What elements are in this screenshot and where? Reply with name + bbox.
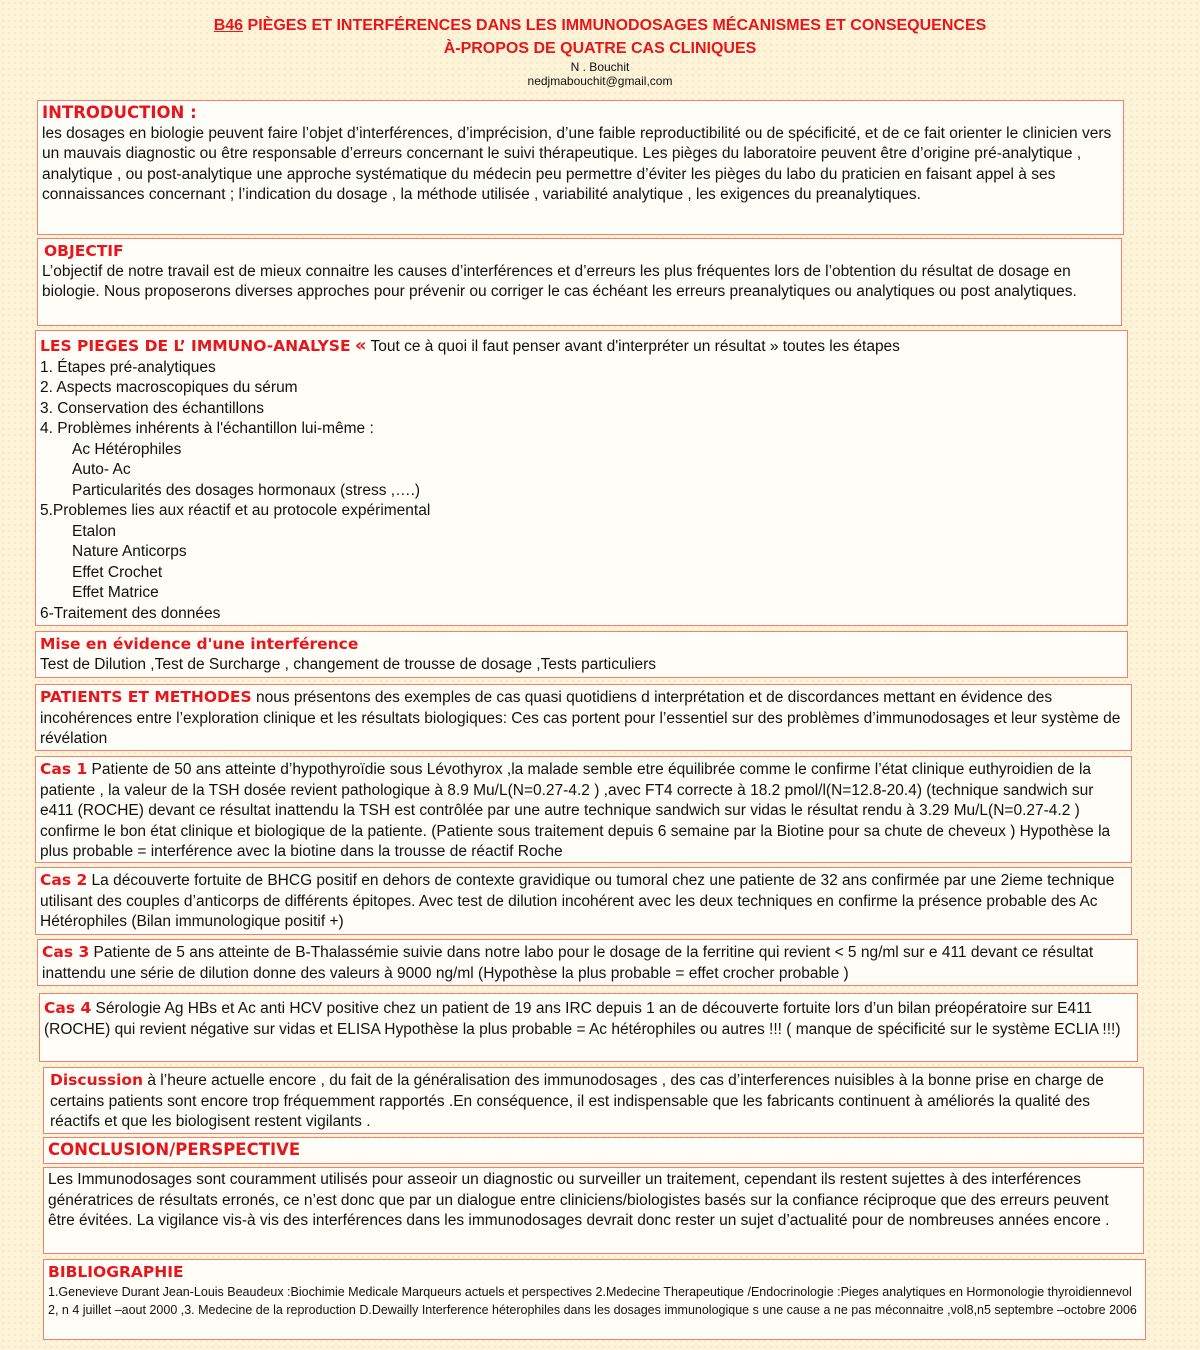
cas2-heading: Cas 2 bbox=[40, 871, 88, 889]
objectif-text: L’objectif de notre travail est de mieux connaitre les causes d’interférences et d’erreurs les plus fréquentes lors de l’obtention du résultat de dosage en biologie. Nous proposerons diverses approches pour prévenir ou corriger le cas échéant les erreurs preanalytiques ou analytiques ou post analytiques. bbox=[42, 262, 1077, 300]
conclusion-section bbox=[43, 1167, 1144, 1254]
cas1-heading: Cas 1 bbox=[40, 760, 88, 778]
cas1-text: Patiente de 50 ans atteinte d’hypothyroïdie sous Lévothyrox ,la malade semble etre équilibrée comme le confirme l’état clinique euthyroidien de la patiente , la valeur de la TSH dosée revient pathologique à 8.9 Mu/L(N=0.27-4.2 ) ,avec FT4 correcte à 18.2 pmol/l(N=12.8-20.4) (technique sandwich sur e411 (ROCHE) devant ce résultat inattendu la TSH est contrôlée par une autre technique sandwich sur vidas le résultat rendu à 3.29 Mu/L(N=0.27-4.2 ) confirme le bon état clinique et biologique de la patiente. (Patiente sous traitement depuis 6 semaine par la Biotine pour sa chute de cheveux ) Hypothèse la plus probable = interférence avec la biotine dans la trousse de réactif Roche bbox=[40, 761, 1111, 860]
cas4-paragraph bbox=[44, 998, 1133, 1040]
cas2-text: La découverte fortuite de BHCG positif en dehors de contexte gravidique ou tumoral chez une patiente de 32 ans confirmée par une 2ieme technique utilisant des couples d’anticorps de différents épitopes. Avec test de dilution incohérent avec les deux techniques en confirme la présence probable des Ac Hétérophiles (Bilan immunologique positif +) bbox=[40, 872, 1115, 930]
list-item: Auto- Ac bbox=[72, 461, 131, 478]
patients-text: nous présentons des exemples de cas quasi quotidiens d interprétation et de discordances mettant en évidence des incohérences entre l’exploration clinique et les résultats biologiques: Ces cas portent pour l’essentiel sur des problèmes d’immunodosages et leur système de révélation bbox=[40, 689, 1121, 747]
objectif-section bbox=[37, 238, 1122, 326]
list-item: 6-Traitement des données bbox=[40, 604, 221, 622]
bibliographie-heading: BIBLIOGRAPHIE bbox=[48, 1263, 184, 1281]
list-item: Etalon bbox=[72, 522, 116, 540]
author-name: N . Bouchit bbox=[570, 60, 630, 74]
poster-code: B46 bbox=[213, 17, 244, 34]
cas4-section bbox=[39, 993, 1138, 1062]
list-item: 5.Problemes lies aux réactif et au protocole expérimental bbox=[40, 502, 431, 519]
list-item: 1. Étapes pré-analytiques bbox=[40, 358, 216, 376]
patients-paragraph bbox=[40, 687, 1127, 750]
mise-section bbox=[35, 631, 1128, 678]
patients-section bbox=[35, 684, 1132, 751]
objectif-heading: OBJECTIF bbox=[44, 242, 124, 260]
cas3-heading: Cas 3 bbox=[42, 943, 90, 961]
list-item: 2. Aspects macroscopiques du sérum bbox=[40, 379, 298, 396]
bibliographie-section bbox=[43, 1259, 1146, 1340]
pieges-intro: Tout ce à quoi il faut penser avant d'interpréter un résultat » toutes les étapes bbox=[366, 338, 900, 355]
list-item: 3. Conservation des échantillons bbox=[40, 399, 265, 417]
pieges-quote-mark: « bbox=[354, 335, 367, 356]
pieges-header-line bbox=[40, 333, 1123, 358]
introduction-text: les dosages en biologie peuvent faire l’objet d’interférences, d’imprécision, d’une faible reproductibilité ou de spécificité, et de ce fait orienter le clinicien vers un mauvais diagnostic ou être responsable d’erreurs concernant le suivi thérapeutique. Les pièges du laboratoire peuvent être d’origine pré-analytique , analytique , ou post-analytique une approche systématique du médecin peu permettre d’éviter les pièges du labo du praticien en faisant appel à ses connaissances concernant ; l’indication du dosage , la méthode utilisée , variabilité analytique , les exigences du preanalytiques. bbox=[42, 124, 1112, 203]
cas3-paragraph bbox=[42, 942, 1133, 984]
conclusion-text: Les Immunodosages sont couramment utilisés pour asseoir un diagnostic ou surveiller un traitement, cependant ils restent sujettes à des interférences génératrices de résultats erronés, ce n’est donc que par un dialogue entre cliniciens/biologistes basés sur la confiance réciproque que des erreurs peuvent être évitées. La vigilance vis-à vis des interférences dans les immunodosages devrait donc rester un sujet d’actualité pour de nombreuses années encore . bbox=[48, 1171, 1110, 1229]
introduction-heading: INTRODUCTION : bbox=[42, 103, 197, 122]
patients-heading: PATIENTS ET METHODES bbox=[40, 688, 252, 706]
poster-title bbox=[0, 14, 1200, 37]
list-item: Ac Hétérophiles bbox=[72, 440, 182, 458]
poster-header bbox=[0, 14, 1200, 88]
cas1-paragraph bbox=[40, 759, 1127, 863]
bibliographie-text: 1.Genevieve Durant Jean-Louis Beaudeux :Biochimie Medicale Marqueurs actuels et perspectives 2.Medecine Therapeutique /Endocrinologie :Pieges analytiques en Hormonologie thyroidiennevol 2, n 4 juillet –aout 2000 ,3. Medecine de la reproduction D.Dewailly Interference héterophiles dans les dosages immunologique s une cause a ne pas méconnaitre ,vol8,n5 septembre –octobre 2006 bbox=[48, 1284, 1137, 1317]
cas2-section bbox=[35, 867, 1132, 935]
title-line-1: PIÈGES ET INTERFÉRENCES DANS LES IMMUNODOSAGES MÉCANISMES ET CONSEQUENCES bbox=[243, 17, 987, 34]
discussion-paragraph bbox=[50, 1070, 1139, 1133]
author-email: nedjmabouchit@gmail,com bbox=[527, 74, 673, 88]
discussion-section bbox=[43, 1067, 1144, 1134]
list-item: 4. Problèmes inhérents à l'échantillon lui-même : bbox=[40, 420, 374, 437]
cas2-paragraph bbox=[40, 870, 1127, 933]
discussion-heading: Discussion bbox=[50, 1071, 144, 1089]
pieges-list bbox=[40, 358, 1123, 625]
cas4-heading: Cas 4 bbox=[44, 999, 92, 1017]
cas1-section bbox=[35, 756, 1132, 863]
conclusion-heading-box bbox=[43, 1137, 1144, 1164]
conclusion-heading: CONCLUSION/PERSPECTIVE bbox=[48, 1140, 301, 1159]
discussion-text: à l’heure actuelle encore , du fait de la généralisation des immunodosages , des cas d’interferences nuisibles à la bonne prise en charge de certains patients sont encore trop fréquemment rapportés .En conséquence, il est indispensable que les fabricants continuent à améliorés la qualité des réactifs et que les biologisent restent vigilants . bbox=[50, 1072, 1104, 1130]
cas3-text: Patiente de 5 ans atteinte de B-Thalassémie suivie dans notre labo pour le dosage de la ferritine qui revient < 5 ng/ml sur e 411 devant ce résultat inattendu une série de dilution donne des valeurs à 9000 ng/ml (Hypothèse la plus probable = effet crocher probable ) bbox=[42, 944, 1094, 982]
list-item: Nature Anticorps bbox=[72, 543, 187, 560]
mise-heading: Mise en évidence d'une interférence bbox=[40, 635, 359, 653]
cas3-section bbox=[37, 939, 1138, 986]
pieges-heading: LES PIEGES DE L’ IMMUNO-ANALYSE bbox=[40, 337, 351, 355]
list-item: Effet Crochet bbox=[72, 563, 163, 581]
title-line-2: À-PROPOS DE QUATRE CAS CLINIQUES bbox=[443, 40, 757, 57]
pieges-section bbox=[35, 330, 1128, 626]
introduction-section bbox=[37, 100, 1124, 235]
cas4-text: Sérologie Ag HBs et Ac anti HCV positive chez un patient de 19 ans IRC depuis 1 an de découverte fortuite lors d’un bilan préopératoire sur E411 (ROCHE) qui revient négative sur vidas et ELISA Hypothèse la plus probable = Ac hétérophiles ou autres !!! ( manque de spécificité sur le système ECLIA !!!) bbox=[44, 1000, 1121, 1038]
list-item: Particularités des dosages hormonaux (stress ,….) bbox=[72, 481, 421, 499]
list-item: Effet Matrice bbox=[72, 584, 159, 601]
mise-text: Test de Dilution ,Test de Surcharge , changement de trousse de dosage ,Tests particuliers bbox=[40, 655, 657, 673]
